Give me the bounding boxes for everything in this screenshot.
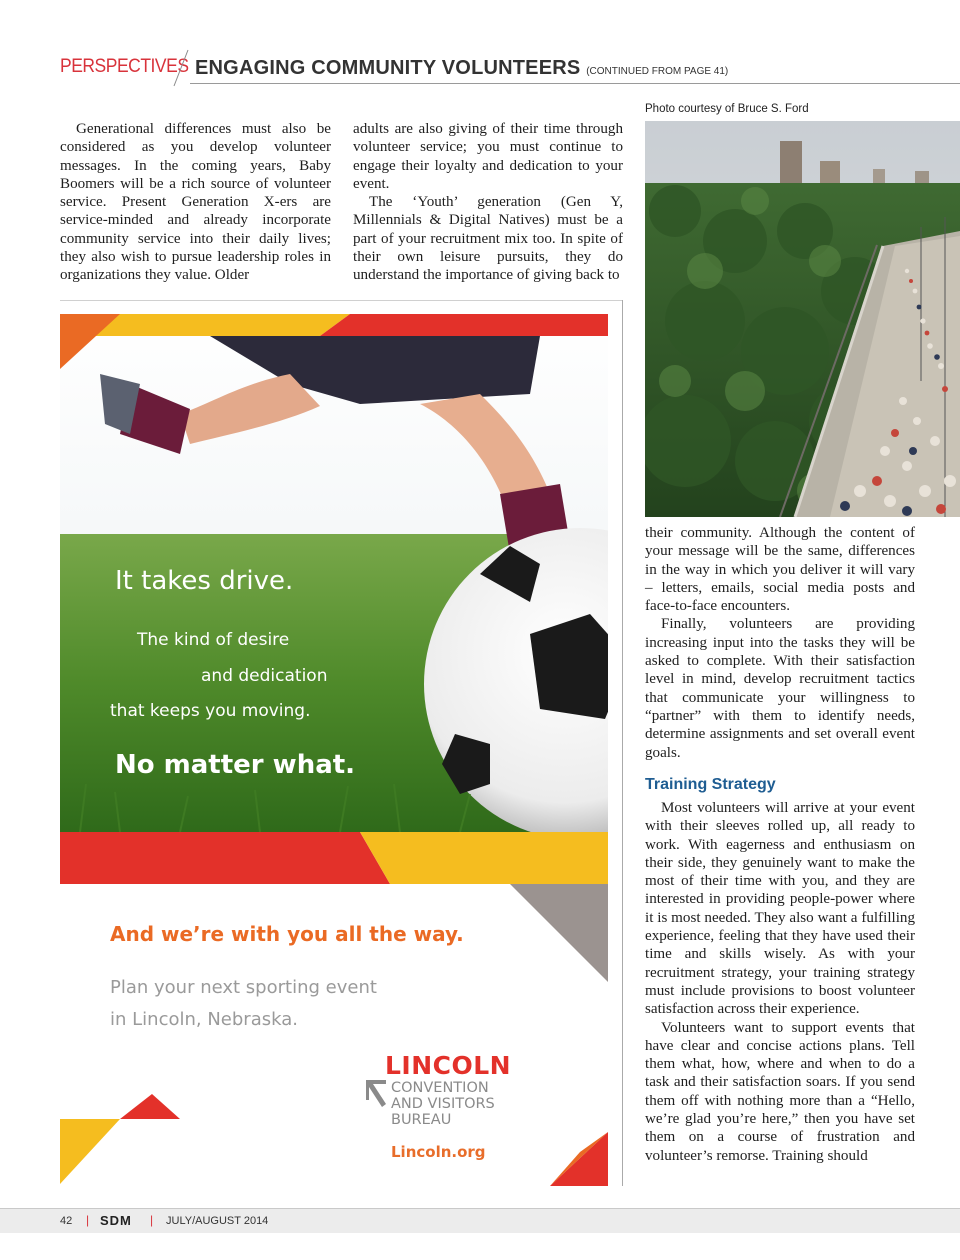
ad-line-4: that keeps you moving. [110, 701, 311, 721]
footer-separator: | [86, 1213, 90, 1227]
lincoln-url: Lincoln.org [391, 1143, 486, 1161]
paragraph: Finally, volunteers are providing increasing input into the tasks they will be asked to complete. With their satisfaction level in mind, develop recruitment tactics that communicate your willingness to “partner” with them to identify needs, determine assignments and set overall event goals. [645, 616, 915, 761]
footer-separator: | [150, 1213, 154, 1227]
page-number: 42 [60, 1215, 73, 1227]
text-column-1 [60, 120, 331, 285]
ad-plan-line-1: Plan your next sporting event [110, 977, 377, 998]
text-column-2 [353, 120, 623, 285]
marathon-bridge-photo [645, 121, 960, 517]
text-column-3 [645, 524, 915, 762]
paragraph: Generational differences must also be considered as you develop volunteer messages. In the coming years, Baby Boomers will be a rich source of volunteer service. Present Generation X-ers are service-minded and already incorporate community service into their daily lives; they also wish to pursue leadership roles in organizations they value. Older [60, 121, 331, 284]
photo-illustration [645, 121, 960, 517]
text-column-3-continued [645, 799, 915, 1165]
header-rule [190, 83, 960, 84]
issue-date: JULY/AUGUST 2014 [166, 1215, 269, 1227]
photo-credit: Photo courtesy of Bruce S. Ford [645, 103, 809, 115]
footer-bar [0, 1208, 960, 1233]
logo-line-2: AND VISITORS [391, 1096, 495, 1112]
paragraph: adults are also giving of their time through volunteer service; you must continue to engage their loyalty and dedication to your event. [353, 121, 623, 192]
section-label: PERSPECTIVES [60, 56, 189, 77]
lincoln-advertisement [60, 314, 608, 1186]
ad-plan-line-2: in Lincoln, Nebraska. [110, 1009, 298, 1030]
article-title-text: ENGAGING COMMUNITY VOLUNTEERS [195, 57, 581, 79]
ad-frame-top [60, 300, 623, 301]
lincoln-logo-name: LINCOLN [385, 1051, 512, 1080]
ad-tagline: And we’re with you all the way. [110, 922, 464, 946]
continued-note: (CONTINUED FROM PAGE 41) [586, 66, 729, 77]
header-slash-divider [170, 48, 192, 88]
ad-headline-5: No matter what. [115, 750, 356, 780]
article-title [195, 57, 728, 80]
paragraph: Most volunteers will arrive at your event with their sleeves rolled up, all ready to work. With eagerness and enthusiasm on their side, they genuinely want to make the most of their time with you, and they are interested in providing people-power where it is most needed. They also want a fulfilling experience, feeling that they have used their time and skills wisely. As with your recruitment strategy, your training strategy must include provisions to boost volunteer satisfaction across their experience. [645, 800, 915, 1018]
paragraph: Volunteers want to support events that have clear and concise actions plans. Tell them what, how, where and when to do a task and their satisfaction soars. If you send them off with nothing more than a “Hello, we’re glad you’re here,” then you have set them on a course of frustration and volunteer’s remorse. Training should [645, 1019, 915, 1164]
magazine-logo: SDM [100, 1213, 132, 1228]
paragraph: their community. Although the content of your message will be the same, differences in the way in which you deliver it will vary – letters, emails, social media posts and face-to-face encounters. [645, 525, 915, 615]
subheading-training-strategy: Training Strategy [645, 776, 776, 793]
logo-line-1: CONVENTION [391, 1080, 489, 1096]
ad-headline-1: It takes drive. [115, 566, 294, 596]
ad-frame-right [622, 300, 623, 1186]
ad-line-3: and dedication [201, 666, 328, 686]
ad-line-2: The kind of desire [137, 630, 290, 650]
paragraph: The ‘Youth’ generation (Gen Y, Millennials & Digital Natives) must be a part of your recruitment mix too. In spite of their own leisure pursuits, they do understand the importance of giving back to [353, 194, 623, 284]
lincoln-logo-subtitle [391, 1080, 495, 1128]
logo-line-3: BUREAU [391, 1112, 452, 1128]
